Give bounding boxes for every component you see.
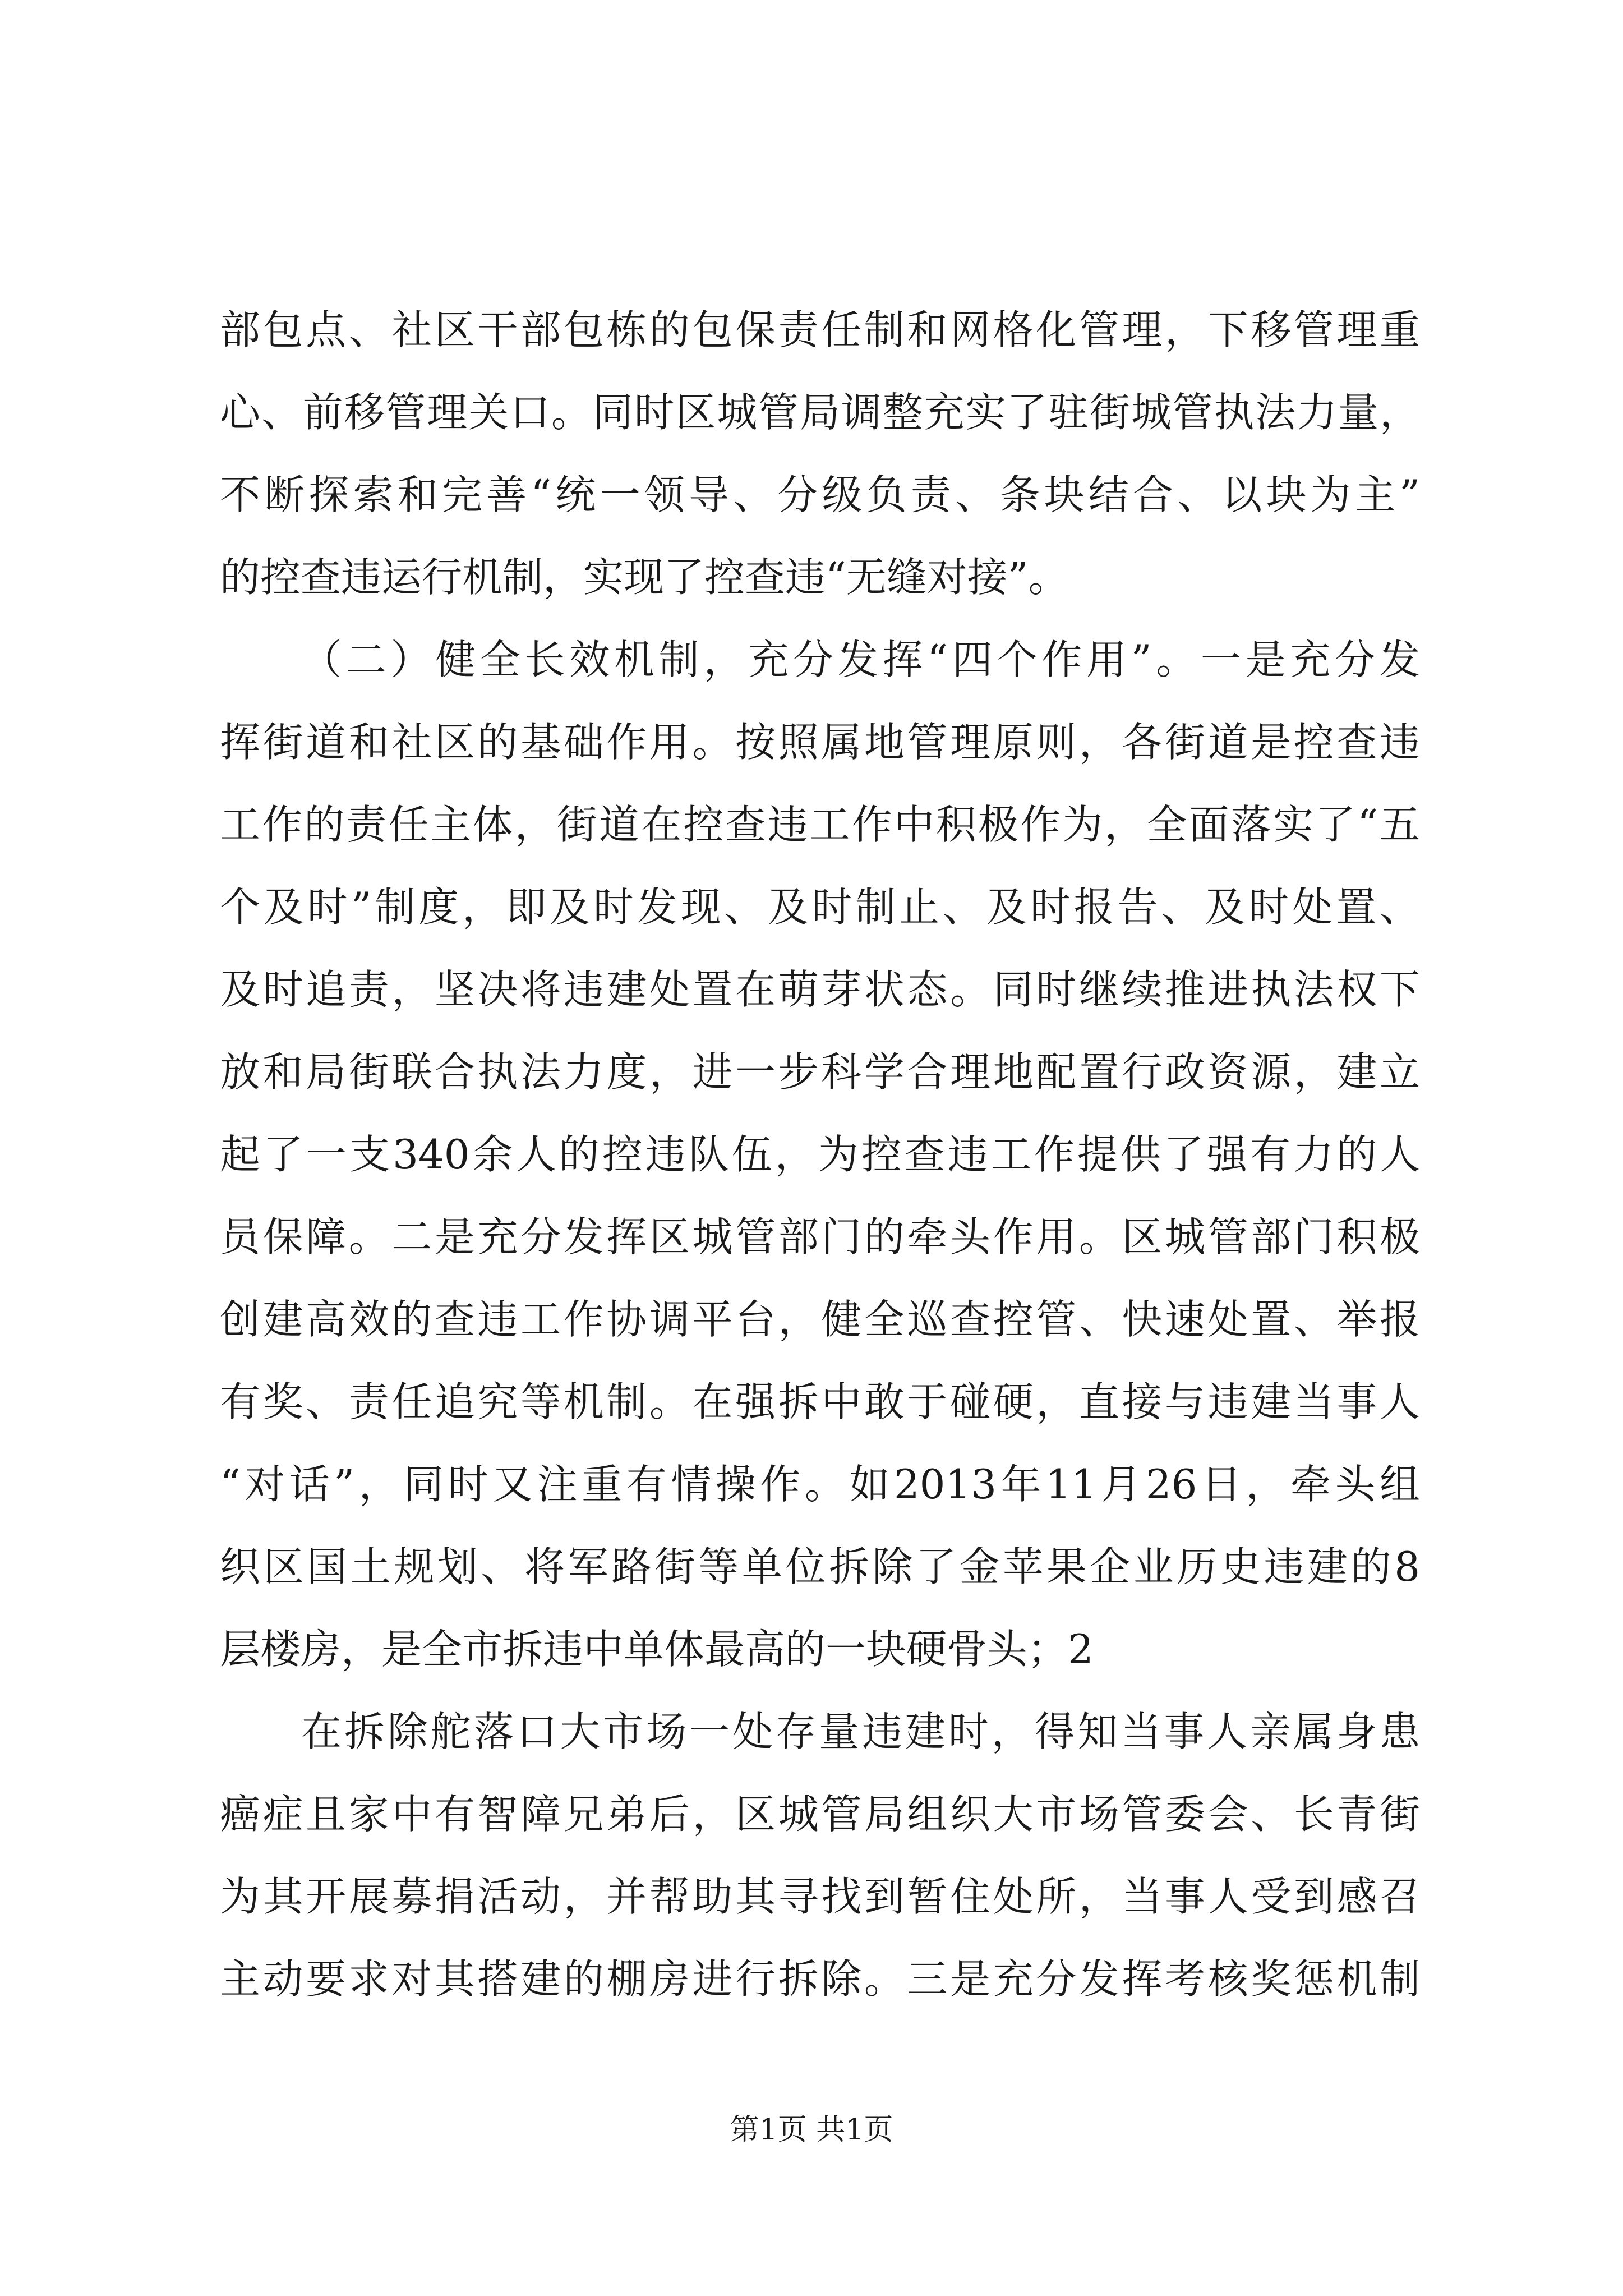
- text-line: 主动要求对其搭建的棚房进行拆除。三是充分发挥考核奖惩机制: [220, 1955, 1420, 2003]
- text-line: 放和局街联合执法力度，进一步科学合理地配置行政资源，建立: [220, 1048, 1420, 1096]
- text-line: 不断探索和完善“统一领导、分级负责、条块结合、以块为主”: [220, 471, 1420, 518]
- text-line: “对话”，同时又注重有情操作。如2013年11月26日，牵头组: [220, 1461, 1420, 1508]
- document-body: [220, 289, 1420, 2021]
- text-line: 部包点、社区干部包栋的包保责任制和网格化管理，下移管理重: [220, 306, 1420, 353]
- text-line: 挥街道和社区的基础作用。按照属地管理原则，各街道是控查违: [220, 719, 1420, 766]
- text-line: （二）健全长效机制，充分发挥“四个作用”。一是充分发: [301, 636, 1420, 683]
- text-line: 工作的责任主体，街道在控查违工作中积极作为，全面落实了“五: [220, 801, 1420, 848]
- text-line: 为其开展募捐活动，并帮助其寻找到暂住处所，当事人受到感召: [220, 1873, 1420, 1920]
- text-line: 起了一支340余人的控违队伍，为控查违工作提供了强有力的人: [220, 1131, 1420, 1178]
- text-line: 创建高效的查违工作协调平台，健全巡查控管、快速处置、举报: [220, 1296, 1420, 1343]
- text-line: 织区国土规划、将军路街等单位拆除了金苹果企业历史违建的8: [220, 1543, 1420, 1590]
- page-footer: [0, 2110, 1623, 2150]
- text-line: 及时追责，坚决将违建处置在萌芽状态。同时继续推进执法权下: [220, 966, 1420, 1013]
- text-line: 个及时”制度，即及时发现、及时制止、及时报告、及时处置、: [220, 884, 1420, 931]
- text-line: 层楼房，是全市拆违中单体最高的一块硬骨头；2: [220, 1626, 1094, 1673]
- text-line: 癌症且家中有智障兄弟后，区城管局组织大市场管委会、长青街: [220, 1791, 1420, 1838]
- text-line: 员保障。二是充分发挥区城管部门的牵头作用。区城管部门积极: [220, 1213, 1420, 1260]
- text-line: 的控查违运行机制，实现了控查违“无缝对接”。: [220, 554, 1069, 601]
- page-number-label: 第1页 共1页: [730, 2113, 893, 2147]
- text-line: 心、前移管理关口。同时区城管局调整充实了驻街城管执法力量，: [220, 389, 1420, 436]
- text-line: 有奖、责任追究等机制。在强拆中敢于碰硬，直接与违建当事人: [220, 1378, 1420, 1425]
- text-line: 在拆除舵落口大市场一处存量违建时，得知当事人亲属身患: [301, 1708, 1420, 1755]
